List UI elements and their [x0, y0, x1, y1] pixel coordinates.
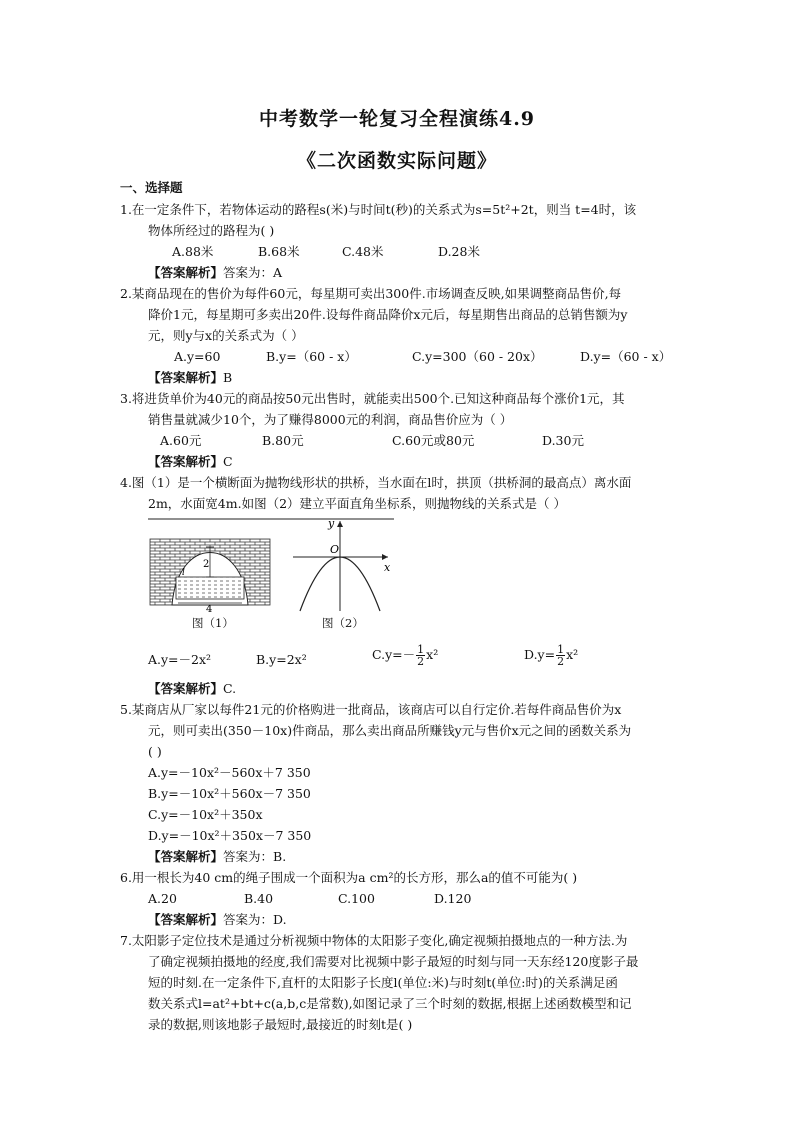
- q6-answer: 【答案解析】答案为：D.: [148, 912, 287, 927]
- q7-line1: 7.太阳影子定位技术是通过分析视频中物体的太阳影子变化,确定视频拍摄地点的一种方法.为: [120, 933, 628, 948]
- q6-option-c: C.100: [338, 891, 375, 906]
- x-axis-arrow: [382, 554, 388, 560]
- q1-option-b: B.68米: [258, 244, 300, 259]
- q7-line5: 录的数据,则该地影子最短时,最接近的时刻t是( ): [148, 1017, 413, 1032]
- q6-option-d: D.120: [434, 891, 472, 906]
- origin-label: O: [330, 543, 340, 556]
- q4-answer: 【答案解析】C.: [148, 681, 237, 696]
- q7-line2: 了确定视频拍摄地的经度,我们需要对比视频中影子最短的时刻与同一天东经120度影子最: [148, 954, 639, 969]
- height-label: 2: [203, 559, 210, 570]
- q3-line2: 销售量就减少10个，为了赚得8000元的利润，商品售价应为（ ）: [148, 412, 513, 427]
- q4-figure: [148, 515, 394, 633]
- q2-option-d: D.y=（60 - x）: [580, 349, 672, 364]
- figure-2-caption: 图（2）: [322, 616, 364, 630]
- section-heading: 一、选择题: [120, 180, 183, 195]
- q4-option-c: C.y=－ $\frac{1}{2}$ x²: [372, 643, 439, 668]
- q5-answer: 【答案解析】答案为：B.: [148, 849, 287, 864]
- q1-option-a: A.88米: [172, 244, 214, 259]
- q4-option-b: B.y=2x²: [256, 652, 307, 667]
- q6-line1: 6.用一根长为40 cm的绳子围成一个面积为a cm²的长方形，那么a的值不可能为( ): [120, 870, 578, 885]
- q5-line3: ( ): [148, 744, 162, 759]
- q4-option-c-fraction: $\frac{1}{2}$: [417, 643, 425, 668]
- q2-line2: 降价1元，每星期可多卖出20件.设每件商品降价x元后，每星期售出商品的总销售额为y: [148, 307, 628, 322]
- q4-line2: 2m，水面宽4m.如图（2）建立平面直角坐标系，则抛物线的关系式是（ ）: [148, 496, 567, 511]
- q4-line1: 4.图（1）是一个横断面为抛物线形状的拱桥，当水面在l时，拱顶（拱桥洞的最高点）离水面: [120, 475, 632, 490]
- q7-line3: 短的时刻.在一定条件下,直杆的太阳影子长度l(单位:米)与时刻t(单位:时)的关系满足函: [148, 975, 618, 990]
- q2-line3: 元，则y与x的关系式为（ ）: [148, 328, 304, 343]
- q5-option-a: A.y=－10x²－560x＋7 350: [148, 765, 311, 780]
- y-axis-label: y: [328, 517, 335, 530]
- water-line-label: l: [182, 568, 185, 578]
- q3-answer: 【答案解析】C: [148, 454, 233, 469]
- q1-line1: 1.在一定条件下，若物体运动的路程s(米)与时间t(秒)的关系式为s=5t²+2t，则当 t=4时，该: [120, 202, 637, 217]
- y-axis-arrow: [337, 521, 343, 527]
- q4-option-d: D.y= $\frac{1}{2}$ x²: [524, 643, 579, 668]
- q5-line1: 5.某商店从厂家以每件21元的价格购进一批商品，该商店可以自行定价.若每件商品售价为x: [120, 702, 622, 717]
- q1-option-d: D.28米: [438, 244, 480, 259]
- q4-option-d-fraction: $\frac{1}{2}$: [557, 643, 565, 668]
- q1-line2: 物体所经过的路程为( ): [148, 223, 275, 238]
- page-title: 中考数学一轮复习全程演练4.9: [258, 108, 536, 130]
- page-subtitle: 《二次函数实际问题》: [296, 150, 497, 172]
- q5-option-d: D.y=－10x²＋350x－7 350: [148, 828, 312, 843]
- q6-option-b: B.40: [244, 891, 274, 906]
- figure-1-caption: 图（1）: [192, 616, 234, 630]
- q7-line4: 数关系式l=at²+bt+c(a,b,c是常数),如图记录了三个时刻的数据,根据上述函数模型和记: [148, 996, 632, 1011]
- q6-option-a: A.20: [148, 891, 177, 906]
- q2-option-c: C.y=300（60 - 20x）: [412, 349, 543, 364]
- q4-option-a: A.y=－2x²: [148, 652, 212, 667]
- q3-option-c: C.60元或80元: [392, 433, 475, 448]
- q3-option-d: D.30元: [542, 433, 584, 448]
- q3-option-b: B.80元: [262, 433, 304, 448]
- q5-line2: 元，则可卖出(350－10x)件商品，那么卖出商品所赚钱y元与售价x元之间的函数关系为: [148, 723, 632, 738]
- q2-answer: 【答案解析】B: [148, 370, 233, 385]
- q2-line1: 2.某商品现在的售价为每件60元，每星期可卖出300件.市场调查反映,如果调整商品售价,每: [120, 286, 622, 301]
- q5-option-b: B.y=－10x²＋560x－7 350: [148, 786, 311, 801]
- q1-answer: 【答案解析】答案为：A: [148, 265, 283, 280]
- q2-option-b: B.y=（60 - x）: [266, 349, 357, 364]
- q5-option-c: C.y=－10x²＋350x: [148, 807, 263, 822]
- x-axis-label: x: [384, 561, 391, 574]
- q1-option-c: C.48米: [342, 244, 384, 259]
- q3-line1: 3.将进货单价为40元的商品按50元出售时，就能卖出500个.已知这种商品每个涨价1元，其: [120, 391, 625, 406]
- q3-option-a: A.60元: [160, 433, 202, 448]
- water-area: [176, 577, 244, 599]
- width-label: 4: [206, 604, 213, 615]
- q2-option-a: A.y=60: [174, 349, 221, 364]
